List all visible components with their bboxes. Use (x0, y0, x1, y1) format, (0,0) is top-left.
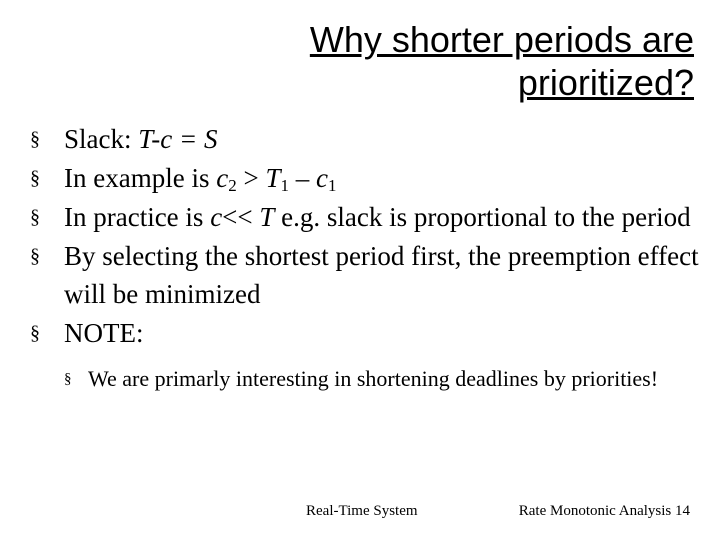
bullet-text: e.g. slack is proportional to the period (274, 202, 691, 232)
subscript: 1 (280, 176, 289, 195)
bullet-text: By selecting the shortest period first, the preemption effect will be minimized (64, 241, 699, 309)
subscript: 2 (228, 176, 237, 195)
bullet-square-icon: § (30, 245, 40, 267)
sub-bullet-text: We are primarly interesting in shortening deadlines by priorities! (88, 366, 659, 391)
sub-bullet-list (64, 364, 710, 394)
title-line-2: prioritized? (517, 62, 694, 103)
bullet-item-practice (30, 198, 710, 236)
var-T: T (259, 202, 275, 232)
bullet-item-slack (30, 120, 710, 158)
footer-course-name: Real-Time System (306, 503, 418, 519)
bullet-text: NOTE: (64, 318, 144, 348)
bullet-list (30, 120, 710, 395)
operator: > (236, 163, 266, 193)
operator: << (222, 202, 260, 232)
operator: – (288, 163, 316, 193)
slack-formula: T-c = S (138, 124, 218, 154)
bullet-square-icon: § (30, 206, 40, 228)
bullet-square-icon: § (30, 167, 40, 189)
bullet-square-icon: § (30, 322, 40, 344)
var-c: c (210, 202, 223, 232)
var-c: c (216, 163, 229, 193)
bullet-square-icon: § (30, 128, 40, 150)
sub-bullet-square-icon: § (64, 371, 72, 387)
var-T: T (265, 163, 281, 193)
bullet-text: Slack: (64, 124, 139, 154)
bullet-text: In practice is (64, 202, 211, 232)
bullet-text: In example is (64, 163, 217, 193)
footer-slide-number: Rate Monotonic Analysis 14 (518, 503, 690, 519)
subscript: 1 (327, 176, 337, 195)
bullet-item-note (30, 314, 710, 394)
bullet-item-shortest-period (30, 237, 710, 313)
title-line-1: Why shorter periods are (309, 19, 694, 60)
bullet-item-example (30, 159, 710, 197)
sub-bullet-item (64, 364, 710, 394)
slide-title (174, 18, 694, 104)
var-c: c (315, 163, 328, 193)
